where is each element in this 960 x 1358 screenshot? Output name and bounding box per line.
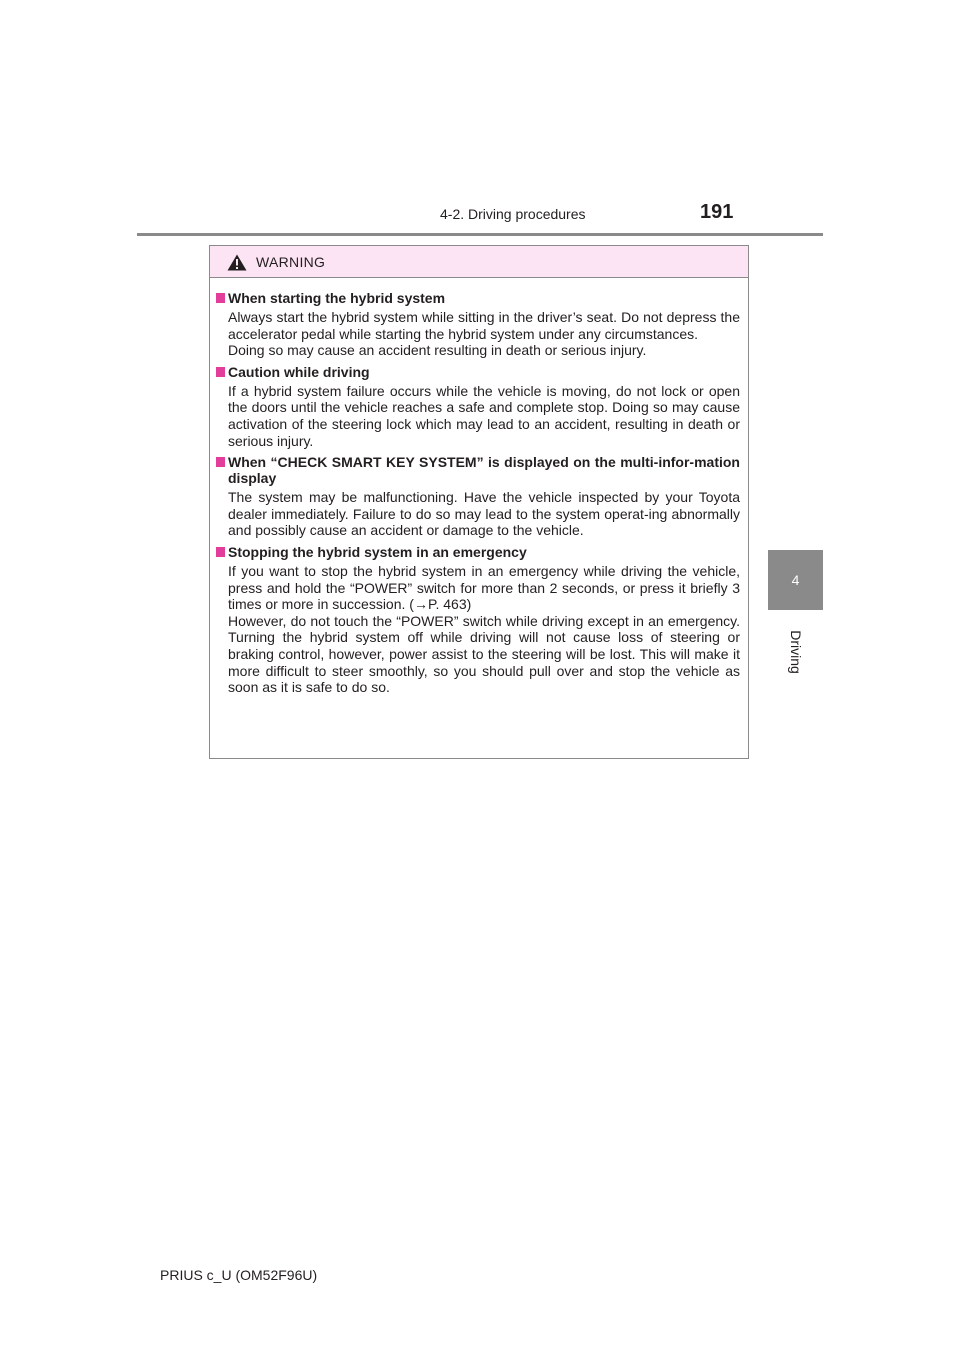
paragraph: If you want to stop the hybrid system in an emergency while driving the vehicle, press and hold the “POWER” switch for more than 2 seconds, or press it briefly 3 times or more in succession. (→P. 463)	[228, 562, 740, 613]
warning-item-caution	[216, 364, 740, 449]
item-heading	[216, 454, 740, 486]
paragraph: If a hybrid system failure occurs while the vehicle is moving, do not lock or open the doors until the vehicle reaches a safe and complete stop. Doing so may cause activation of the steering lock which may lead to an accident, resulting in death or serious injury.	[228, 382, 740, 449]
warning-body	[210, 278, 748, 696]
item-text	[216, 489, 740, 539]
item-heading	[216, 364, 740, 380]
paragraph: The system may be malfunctioning. Have the vehicle inspected by your Toyota dealer immediately. Failure to do so may lead to the system operat-ing abnormally and possibly cause an accident or damage to the vehicle.	[228, 489, 740, 539]
warning-triangle-icon	[227, 254, 247, 271]
warning-title: WARNING	[256, 254, 326, 270]
item-heading-text: When “CHECK SMART KEY SYSTEM” is displayed on the multi-infor-mation display	[228, 454, 740, 487]
square-bullet-icon	[216, 457, 225, 467]
item-heading-text: Caution while driving	[228, 363, 370, 380]
paragraph: Doing so may cause an accident resulting in death or serious injury.	[228, 342, 647, 359]
section-title: 4-2. Driving procedures	[440, 206, 586, 222]
item-heading	[216, 290, 740, 306]
item-text	[216, 309, 740, 359]
page-number: 191	[700, 201, 734, 223]
warning-header	[210, 246, 748, 278]
square-bullet-icon	[216, 547, 225, 557]
paragraph: Always start the hybrid system while sitting in the driver’s seat. Do not depress the accelerator pedal while starting the hybrid system under any circumstances.	[228, 309, 740, 342]
item-heading-text: When starting the hybrid system	[228, 290, 446, 306]
warning-item-starting	[216, 290, 740, 359]
warning-box	[209, 245, 749, 759]
square-bullet-icon	[216, 293, 225, 303]
warning-item-smart-key	[216, 454, 740, 539]
item-text	[216, 383, 740, 449]
chapter-number: 4	[791, 572, 800, 588]
item-text	[216, 563, 740, 696]
warning-item-emergency-stop	[216, 544, 740, 696]
header-divider	[137, 233, 823, 236]
item-heading	[216, 544, 740, 560]
item-heading-text: Stopping the hybrid system in an emergency	[228, 543, 527, 560]
paragraph: However, do not touch the “POWER” switch while driving except in an emergency. Turning the hybrid system off while driving will not cause loss of steering or braking control, however, power assist to the steering will be lost. This will make it more difficult to steer smoothly, so you should pull over and stop the vehicle as soon as it is safe to do so.	[228, 612, 740, 696]
square-bullet-icon	[216, 367, 225, 377]
chapter-label: Driving	[788, 630, 804, 674]
footer-model: PRIUS c_U (OM52F96U)	[160, 1267, 318, 1283]
chapter-tab[interactable]	[768, 550, 823, 610]
